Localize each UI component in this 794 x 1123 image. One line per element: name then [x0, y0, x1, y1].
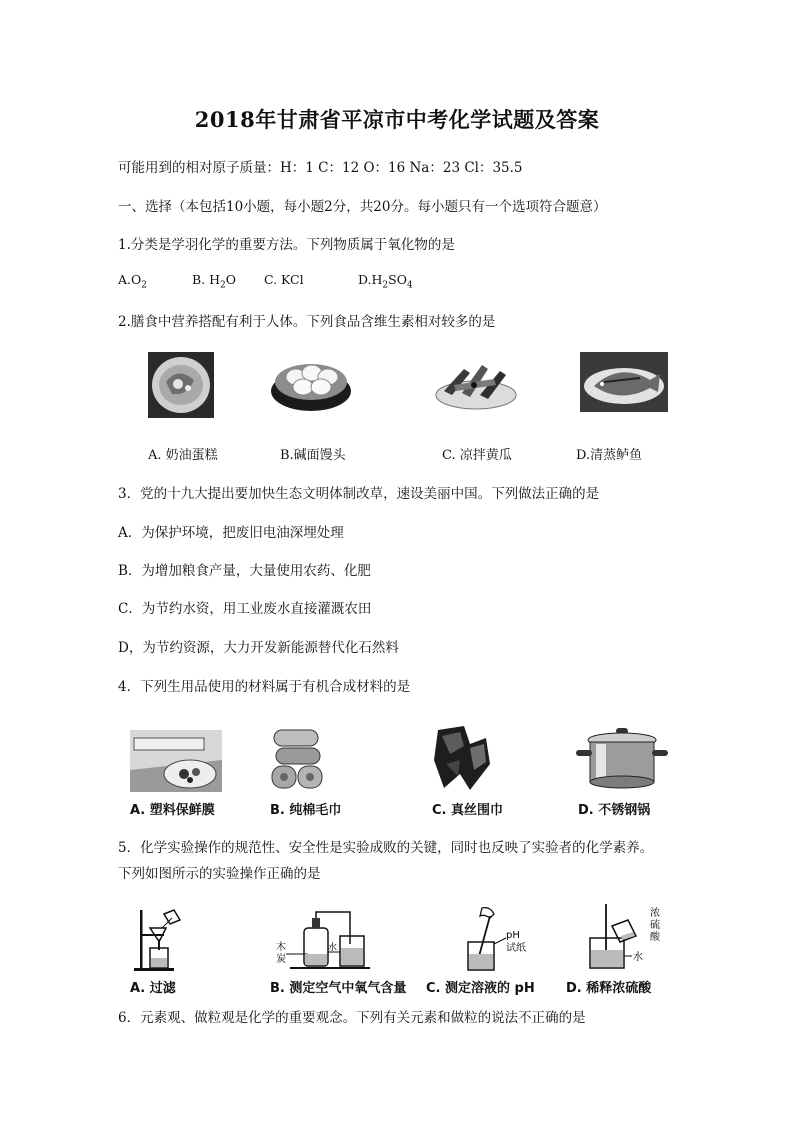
ph-label-2: 试纸	[506, 943, 526, 954]
material-caption-b: B. 纯棉毛巾	[270, 803, 342, 818]
cucumber-salad-image	[434, 355, 518, 413]
filtration-apparatus-image	[130, 906, 190, 972]
question-3-stem: 3．党的十九大提出要加快生态文明体制改草，速设美丽中国。下列做法正确的是	[118, 486, 600, 502]
food-caption-c: C. 凉拌黄瓜	[442, 448, 512, 463]
water-label-d: 水	[633, 952, 643, 963]
food-caption-d: D.清蒸鲈鱼	[576, 448, 643, 463]
charcoal-label-2: 炭	[276, 954, 286, 965]
steamed-buns-image	[270, 355, 352, 413]
experiment-caption-d: D. 稀释浓硫酸	[566, 981, 652, 996]
question-5-stem-line1: 5．化学实验操作的规范性、安全性是实验成败的关键，同时也反映了实验者的化学素养。	[118, 840, 654, 856]
acid-label-2: 硫	[650, 920, 660, 931]
question-3-option-b: B．为增加粮食产量，大量使用农药、化肥	[118, 563, 371, 579]
material-caption-d: D. 不锈钢锅	[578, 803, 651, 818]
acid-label-1: 浓	[650, 908, 660, 919]
question-4-stem: 4．下列生用品使用的材料属于有机合成材料的是	[118, 679, 411, 695]
question-3-option-a: A．为保护环境，把废旧电油深埋处理	[118, 525, 344, 541]
plastic-wrap-image	[130, 730, 222, 792]
steamed-fish-image	[580, 352, 668, 412]
question-6-stem: 6．元素观、做粒观是化学的重要观念。下列有关元素和做粒的说法不正确的是	[118, 1010, 586, 1026]
question-1-stem: 1.分类是学羽化学的重要方法。下列物质属于氧化物的是	[118, 237, 455, 253]
option-b: B. $H_2O$	[191, 272, 237, 291]
experiment-caption-a: A. 过滤	[130, 981, 176, 996]
ph-label-1: pH	[506, 930, 520, 941]
option-c: C. KCl	[263, 272, 304, 287]
experiment-caption-b: B. 测定空气中氧气含量	[270, 981, 407, 996]
question-3-option-c: C．为节约水资，用工业废水直接灌溉农田	[118, 601, 372, 617]
acid-label-3: 酸	[650, 932, 660, 943]
option-d: $D.H_2SO_4$	[357, 272, 413, 291]
ph-test-apparatus-image	[460, 904, 540, 974]
question-5-stem-line2: 下列如图所示的实验操作正确的是	[118, 866, 321, 882]
question-1-options	[118, 272, 413, 291]
food-caption-b: B.碱面馒头	[280, 448, 346, 463]
atomic-masses-note: 可能用到的相对原子质量：H：1 C：12 O：16 Na：23 Cl：35.5	[118, 160, 523, 176]
experiment-caption-c: C. 测定溶液的 pH	[426, 981, 535, 996]
silk-scarf-image	[430, 724, 494, 792]
cotton-towel-image	[270, 726, 326, 792]
steel-pot-image	[574, 726, 670, 792]
section-heading: 一、选择（本包括10小题，每小题2分，共20分。每小题只有一个选项符合题意）	[118, 199, 607, 215]
material-caption-c: C. 真丝围巾	[432, 803, 504, 818]
dilute-acid-apparatus-image	[580, 902, 666, 974]
water-label-b: 水	[328, 943, 338, 953]
food-caption-a: A. 奶油蛋糕	[148, 448, 218, 463]
oxygen-measurement-apparatus-image	[270, 904, 390, 976]
option-a: $A.O_2$	[118, 272, 147, 291]
question-2-stem: 2.膳食中营养搭配有利于人体。下列食品含维生素相对较多的是	[118, 314, 496, 330]
cream-cake-image	[148, 352, 214, 418]
material-caption-a: A. 塑料保鲜膜	[130, 803, 215, 818]
question-3-option-d: D，为节约资源，大力开发新能源替代化石然料	[118, 640, 399, 656]
charcoal-label-1: 木	[276, 942, 286, 953]
page-title: 2018年甘肃省平凉市中考化学试题及答案	[194, 107, 600, 132]
